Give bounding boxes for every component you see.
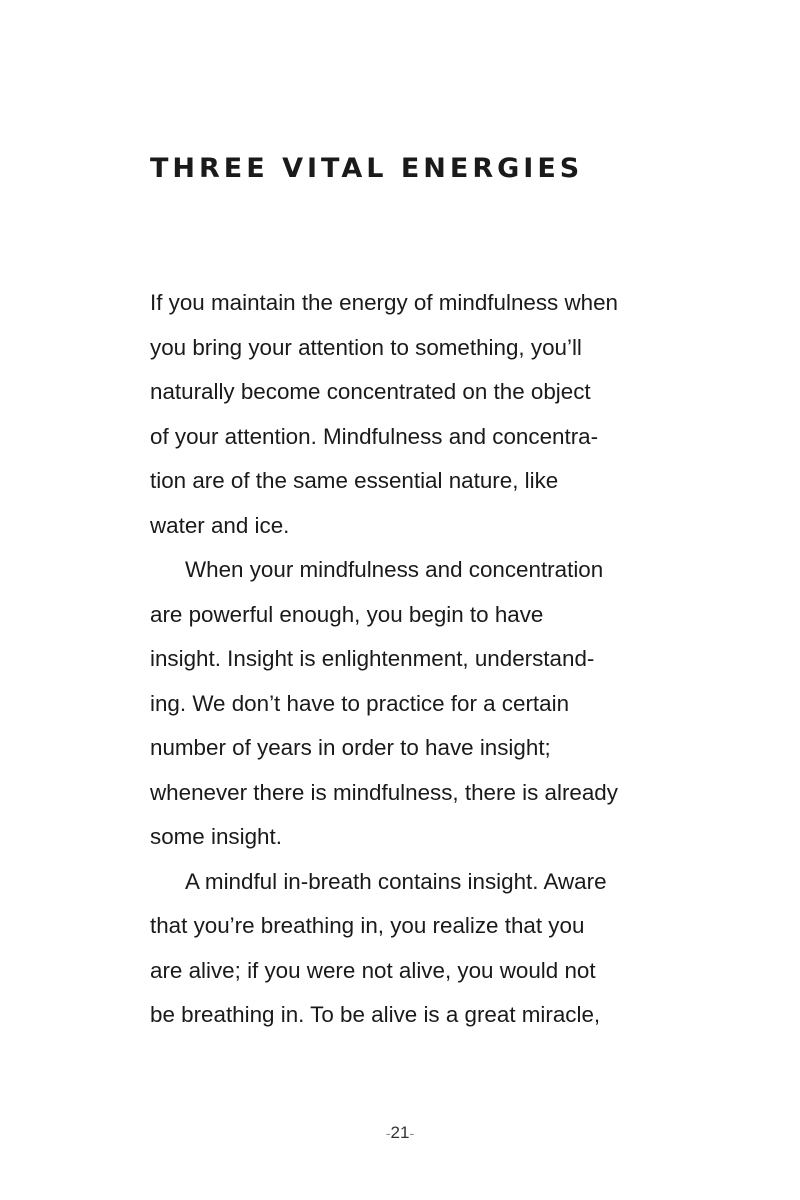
folio-dash-left: - [385, 1125, 391, 1141]
text-line: whenever there is mindfulness, there is already [150, 779, 618, 805]
page-number: 21 [390, 1123, 410, 1142]
chapter-title: THREE VITAL ENERGIES [150, 153, 584, 184]
folio-dash-right: - [409, 1125, 415, 1141]
page-number-footer [0, 1121, 800, 1145]
text-line: are powerful enough, you begin to have [150, 601, 544, 627]
text-line: ing. We don’t have to practice for a certain [150, 690, 570, 716]
text-line: insight. Insight is enlightenment, understand- [150, 646, 595, 671]
text-line: are alive; if you were not alive, you would not [150, 957, 596, 983]
text-line: you bring your attention to something, you’ll [150, 334, 582, 360]
text-line: naturally become concentrated on the object [150, 379, 591, 404]
text-line: be breathing in. To be alive is a great miracle, [150, 1002, 601, 1027]
text-line: tion are of the same essential nature, like [150, 468, 559, 493]
body-text [150, 281, 710, 1038]
text-line: water and ice. [150, 512, 290, 538]
text-line: some insight. [150, 824, 282, 849]
text-line: number of years in order to have insight; [150, 735, 551, 760]
paragraph-start-line: When your mindfulness and concentration [185, 557, 604, 582]
text-line: of your attention. Mindfulness and concentra- [150, 423, 599, 449]
paragraph-start-line: A mindful in-breath contains insight. Aware [185, 868, 607, 894]
text-line: that you’re breathing in, you realize that you [150, 913, 585, 938]
text-line: If you maintain the energy of mindfulness when [150, 290, 618, 315]
